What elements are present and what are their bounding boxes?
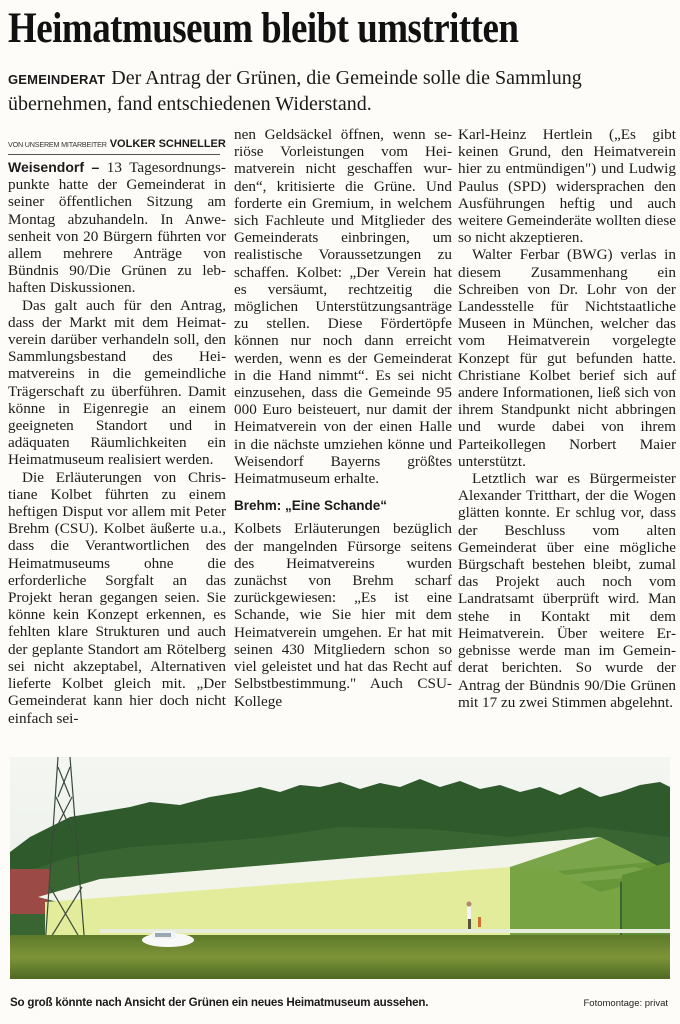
photo-montage xyxy=(10,757,670,979)
author-name: VOLKER SCHNELLER xyxy=(109,138,226,150)
column-3 xyxy=(458,126,676,711)
section-heading: Brehm: „Eine Schande“ xyxy=(234,498,388,514)
paragraph-6: Letztlich war es Bürgermeister Alexander Tritthart, der die Wogen glätten konnte. Er schlug vor, dass der Beschluss vom alten Gemeinderat über eine mögliche Bürgschaft bestehen bleibt, zumal das Projekt auch noch vom Landratsamt überprüft wird. Man stehe in Kontakt mit dem Heimatverein. Über weitere Ergebnisse werde man im Gemeinderat berichten. So wurde der Antrag der Bündnis 90/Die Grünen mit 17 zu zwei Stimmen abgelehnt. xyxy=(458,470,676,711)
dateline: Weisendorf – xyxy=(8,159,100,175)
subhead-text: Der Antrag der Grünen, die Gemeinde solle die Sammlung übernehmen, fand entschiedenen Widerstand. xyxy=(8,67,582,115)
photo-credit: Fotomontage: privat xyxy=(583,998,668,1009)
subheadline xyxy=(8,66,668,116)
path xyxy=(100,929,670,933)
paragraph-3-continued: nen Geldsäckel öffnen, wenn seriöse Vorleistungen vom Heimatverein nicht geschaffen wurden“, kritisierte die Grüne. Und forderte ein Gremium, in welchem sich Fachleute und Mitglieder des Gemeinderats einbringen, um realistische Voraussetzungen zu schaffen. Kolbet: „Der Verein hat es versäumt, rechtzeitig die möglichen Unterstützungsanträge zu stellen. Diese Fördertöpfe können nur noch dann erreicht werden, wenn es der Gemeinderat in die Hand nimmt“. Es sei nicht einzusehen, dass die Gemeinde 95 000 Euro beisteuert, nur damit der Heimatverein von der einen Halle in die nächste umziehen könne und Weisendorf Bayerns größtes Heimatmuseum erhalte. xyxy=(234,126,452,488)
column-1 xyxy=(8,159,226,727)
paragraph-1-text: 13 Tagesordnungspunkte hatte der Gemeinderat in seiner öffentlichen Sitzung am Montag abzuhandeln. In Anwesenheit von 20 Bürgern führten vor allem mehrere Anträge von Bündnis 90/Die Grünen zu lebhaften Diskussionen. xyxy=(8,159,226,297)
paragraph-4: Kolbets Erläuterungen bezüglich der mangelnden Fürsorge seitens des Heimatvereins wurden zunächst von Brehm scharf zurückgewiesen: „Es ist eine Schande, wie Sie hier mit dem Heimatverein umgehen. Er hat mit seinen 430 Mitgliedern schon so viel geleistet und hat das Recht auf Selbstbestimmung." Auch CSU-Kollege xyxy=(234,520,452,710)
column-2 xyxy=(234,126,452,710)
byline-prefix: VON UNSEREM MITARBEITER xyxy=(8,140,107,149)
byline xyxy=(8,134,226,155)
paragraph-5: Walter Ferbar (BWG) verlas in diesem Zusammenhang ein Schreiben von Dr. Lohr von der Landesstelle für Nichtstaatliche Museen in München, welcher das vom Heimatverein vorgelegte Konzept für gut befunden hatte. Christiane Kolbet berief sich auf andere Informationen, ließ sich von ihrem Standpunkt nicht abbringen und wurde dabei von ihrem Parteikollegen Norbert Maier unterstützt. xyxy=(458,246,676,470)
paragraph-4-continued: Karl-Heinz Hertlein („Es gibt keinen Grund, den Heimatverein hier zu entmündigen") und Ludwig Paulus (SPD) widersprachen den Ausführungen heftig und auch weitere Gemeinderäte wollten diese so nicht akzeptieren. xyxy=(458,126,677,247)
paragraph-1 xyxy=(8,159,226,297)
photo-caption: So groß könnte nach Ansicht der Grünen ein neues Heimatmuseum aussehen. xyxy=(10,996,429,1009)
red-roof-building xyxy=(10,869,50,914)
paragraph-3: Die Erläuterungen von Christiane Kolbet führten zu einem heftigen Disput vor allem mit Peter Brehm (CSU). Kolbet äußerte u.a., dass die Verantwortlichen des Heimatmuseums ohne die erforderliche Sorgfalt an das Projekt heran gegangen seien. Sie könne kein Konzept erkennen, es fehlten klare Strukturen und auch der geplante Standort am Rötelberg sei nicht akzeptabel, Alternativen lieferte Kolbet gleich mit. „Der Gemeinderat kann hier doch nicht einfach sei- xyxy=(8,468,226,727)
section-kicker: GEMEINDERAT xyxy=(8,72,106,87)
meadow xyxy=(10,935,670,979)
headline: Heimatmuseum bleibt umstritten xyxy=(8,5,519,52)
museum-hall-photo xyxy=(10,757,670,979)
paragraph-2: Das galt auch für den Antrag, dass der Markt mit dem Heimatverein darüber verhandeln soll, den Sammlungsbestand des Heimatvereins in die gemeindliche Trägerschaft zu überführen. Damit könne in Eigenregie an einem geeigneten Standort und in adäquaten Räumlichkeiten ein Heimatmuseum realisiert werden. xyxy=(8,296,226,469)
